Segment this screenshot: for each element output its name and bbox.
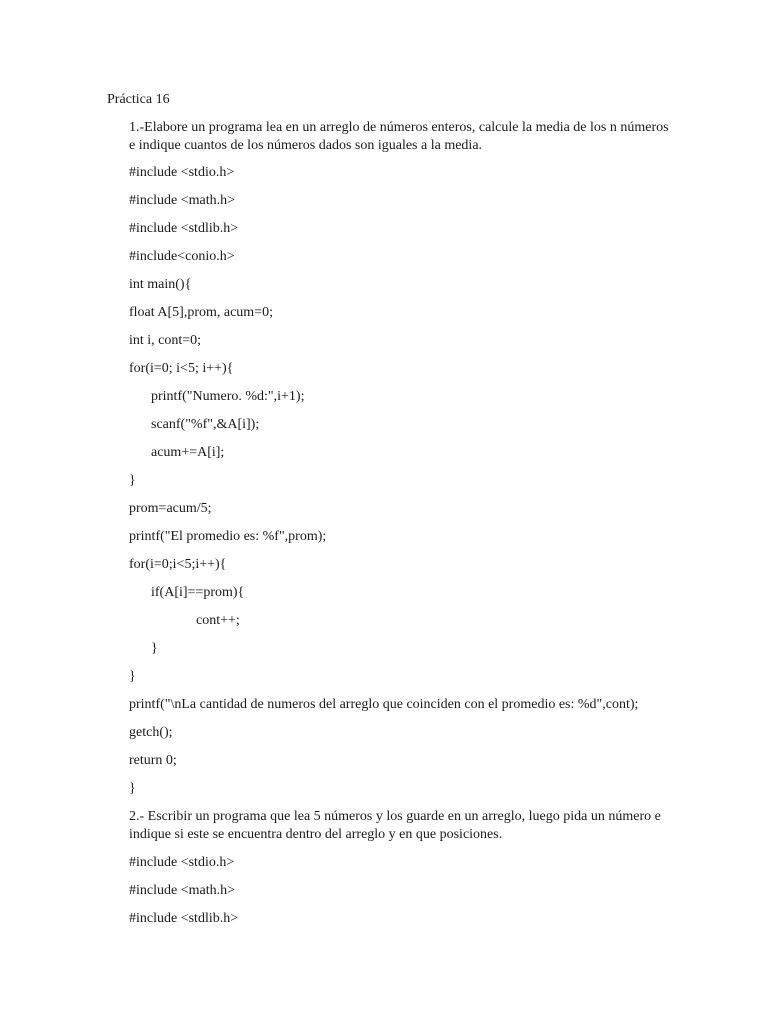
code-line: acum+=A[i];	[151, 445, 225, 460]
code-line: return 0;	[129, 753, 177, 768]
code-line: cont++;	[196, 613, 240, 628]
code-line: }	[151, 641, 158, 656]
code-line: for(i=0;i<5;i++){	[129, 557, 227, 572]
code-line: }	[129, 669, 136, 684]
code-line: #include<conio.h>	[129, 249, 235, 264]
exercise-2-statement: 2.- Escribir un programa que lea 5 números y los guarde en un arreglo, luego pida un número e indique si este se encuentra dentro del arreglo y en que posiciones.	[129, 809, 661, 842]
code-line: if(A[i]==prom){	[151, 585, 245, 600]
code-line: prom=acum/5;	[129, 501, 212, 516]
code-line: #include <math.h>	[129, 193, 235, 208]
code-line: #include <stdio.h>	[129, 165, 235, 180]
exercise-1-statement: 1.-Elabore un programa lea en un arreglo de números enteros, calcule la media de los n números e indique cuantos de los números dados son iguales a la media.	[129, 120, 669, 153]
code-line: }	[129, 473, 136, 488]
code-line: #include <math.h>	[129, 883, 235, 898]
code-line: printf("\nLa cantidad de numeros del arreglo que coinciden con el promedio es: %d",cont);	[129, 697, 639, 712]
code-line: scanf("%f",&A[i]);	[151, 417, 260, 432]
code-line: getch();	[129, 725, 173, 740]
code-line: #include <stdlib.h>	[129, 911, 239, 926]
code-line: printf("El promedio es: %f",prom);	[129, 529, 327, 544]
document-title: Práctica 16	[107, 92, 170, 107]
code-line: #include <stdio.h>	[129, 855, 235, 870]
code-line: for(i=0; i<5; i++){	[129, 361, 234, 376]
code-line: float A[5],prom, acum=0;	[129, 305, 273, 320]
code-line: int i, cont=0;	[129, 333, 202, 348]
code-line: int main(){	[129, 277, 192, 292]
code-line: #include <stdlib.h>	[129, 221, 239, 236]
code-line: printf("Numero. %d:",i+1);	[151, 389, 305, 404]
code-line: }	[129, 781, 136, 796]
